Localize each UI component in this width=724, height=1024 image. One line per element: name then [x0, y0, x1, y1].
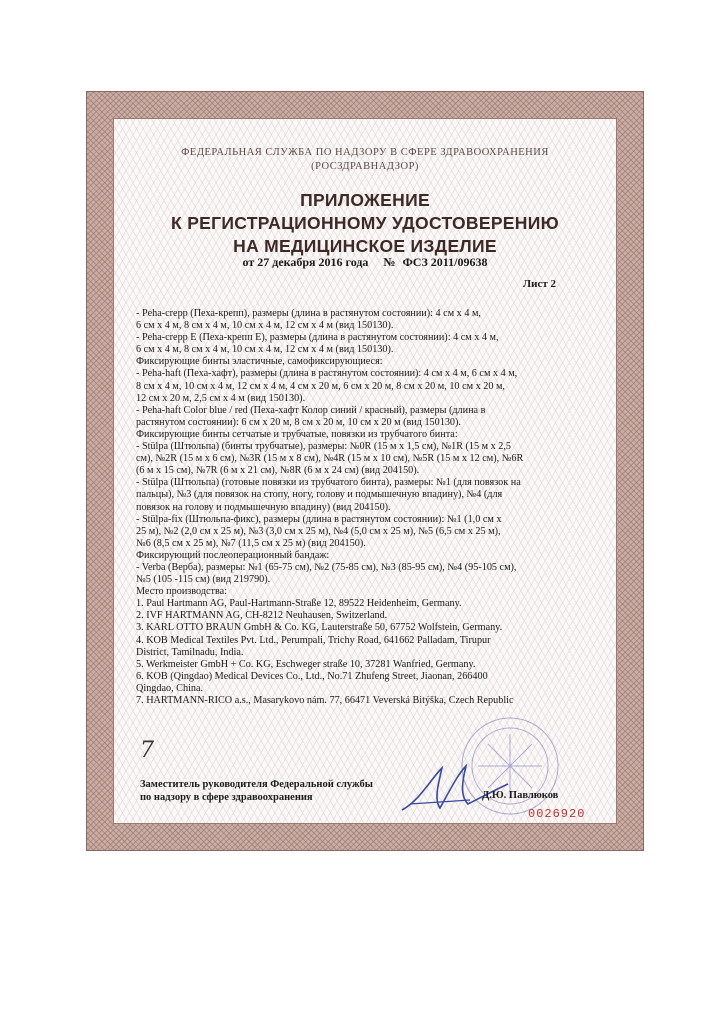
official-title	[140, 778, 373, 804]
body-line: Место производства:	[136, 586, 228, 598]
body-line: - Stülpa (Штюльпа) (бинты трубчатые), размеры: №0R (15 м х 1,5 см), №1R (15 м х 2,5	[136, 441, 512, 453]
body-line: Фиксирующие бинты сетчатые и трубчатые, повязки из трубчатого бинта:	[136, 428, 458, 440]
sheet-number: Лист 2	[522, 278, 556, 290]
body-line: 2. IVF HARTMANN AG, CH-8212 Neuhausen, Switzerland.	[136, 610, 388, 622]
body-line: Фиксирующий послеоперационный бандаж:	[136, 549, 330, 561]
body-line: №5 (105 -115 см) (вид 219790).	[136, 574, 271, 586]
registration-number: ФСЗ 2011/09638	[402, 255, 488, 269]
title-line-3: НА МЕДИЦИНСКОЕ ИЗДЕЛИЕ	[233, 236, 497, 256]
issue-date: от 27 декабря 2016 года	[242, 255, 369, 269]
body-line: растянутом состоянии): 6 см х 20 м, 8 см х 20 м, 10 см х 20 м (вид 150130).	[136, 416, 461, 428]
body-line: см), №2R (15 м х 6 см), №3R (15 м х 8 см), №4R (15 м х 10 см), №5R (15 м х 12 см), №6R	[136, 453, 524, 465]
agency-name: ФЕДЕРАЛЬНАЯ СЛУЖБА ПО НАДЗОРУ В СФЕРЕ ЗДРАВООХРАНЕНИЯ	[181, 147, 549, 158]
body-line: 6. KOB (Qingdao) Medical Devices Co., Ltd., No.71 Zhufeng Street, Jiaonan, 266400	[136, 670, 488, 682]
body-line: 1. Paul Hartmann AG, Paul-Hartmann-Straße 12, 89522 Heidenheim, Germany.	[136, 598, 462, 610]
body-line: 6 см х 4 м, 8 см х 4 м, 10 см х 4 м, 12 см х 4 м (вид 150130).	[136, 344, 394, 356]
body-line: - Peha-crepp E (Пеха-крепп E), размеры (длина в растянутом состоянии): 4 см х 4 м,	[136, 332, 499, 344]
agency-header	[113, 146, 617, 174]
official-title-line-2: по надзору в сфере здравоохранения	[140, 792, 313, 803]
body-line: District, Tamilnadu, India.	[136, 646, 244, 658]
title-line-1: ПРИЛОЖЕНИЕ	[300, 190, 430, 210]
body-line: - Peha-haft (Пеха-хафт), размеры (длина в растянутом состоянии): 4 см х 4 м, 6 см х 4 м,	[136, 368, 518, 380]
body-line: повязок на голову и подмышечную впадину) (вид 204150).	[136, 501, 391, 513]
body-line: пальцы), №3 (для повязок на стопу, ногу, голову и подмышечную впадину), №4 (для	[136, 489, 503, 501]
body-line: 25 м), №2 (2,0 см х 25 м), №3 (3,0 см х 25 м), №4 (5,0 см х 25 м), №5 (6,5 см х 25 м),	[136, 525, 501, 537]
product-list	[136, 308, 568, 707]
body-line: №6 (8,5 см х 25 м), №7 (11,5 см х 25 м) (вид 204150).	[136, 537, 366, 549]
body-line: - Stülpa (Штюльпа) (готовые повязки из трубчатого бинта), размеры: №1 (для повязок на	[136, 477, 521, 489]
body-line: 12 см х 20 м, 2,5 см х 4 м (вид 150130).	[136, 392, 306, 404]
serial-number: 0026920	[528, 807, 586, 821]
body-line: - Stülpa-fix (Штюльпа-фикс), размеры (длина в растянутом состоянии): №1 (1,0 см х	[136, 513, 502, 525]
body-line: 3. KARL OTTO BRAUN GmbH & Co. KG, Lauterstraße 50, 67752 Wolfstein, Germany.	[136, 622, 503, 634]
body-line: (6 м х 15 см), №7R (6 м х 21 см), №8R (6 м х 24 см) (вид 204150).	[136, 465, 420, 477]
signatory-name: Д.Ю. Павлюков	[482, 790, 559, 801]
body-line: 5. Werkmeister GmbH + Co. KG, Eschweger straße 10, 37281 Wanfried, Germany.	[136, 658, 476, 670]
signature	[400, 760, 510, 815]
body-line: - Peha-crepp (Пеха-крепп), размеры (длина в растянутом состоянии): 4 см х 4 м,	[136, 308, 481, 319]
official-title-line-1: Заместитель руководителя Федеральной службы	[140, 779, 373, 790]
handwritten-mark: 7	[140, 738, 154, 763]
body-line: - Peha-haft Color blue / red (Пеха-хафт Колор синий / красный), размеры (длина в	[136, 404, 486, 416]
title-line-2: К РЕГИСТРАЦИОННОМУ УДОСТОВЕРЕНИЮ	[171, 213, 559, 233]
body-line: 7. HARTMANN-RICO a.s., Masarykovo nám. 77, 66471 Veverská Bitýška, Czech Republic	[136, 695, 514, 706]
body-line: Фиксирующие бинты эластичные, самофиксирующиеся:	[136, 356, 383, 368]
body-line: 4. KOB Medical Textiles Pvt. Ltd., Perumpali, Trichy Road, 641662 Palladam, Tirupur	[136, 634, 491, 646]
body-line: 8 см х 4 м, 10 см х 4 м, 12 см х 4 м, 4 см х 20 м, 6 см х 20 м, 8 см х 20 м, 10 см х 20 м,	[136, 380, 505, 392]
document-title	[113, 189, 617, 258]
date-number-line	[113, 255, 617, 270]
agency-short-name: (РОСЗДРАВНАДЗОР)	[311, 161, 419, 172]
body-line: - Verba (Верба), размеры: №1 (65-75 см), №2 (75-85 см), №3 (85-95 см), №4 (95-105 см),	[136, 561, 517, 573]
body-line: Qingdao, China.	[136, 682, 204, 694]
body-line: 6 см х 4 м, 8 см х 4 м, 10 см х 4 м, 12 см х 4 м (вид 150130).	[136, 320, 394, 332]
number-sign: №	[383, 255, 396, 269]
